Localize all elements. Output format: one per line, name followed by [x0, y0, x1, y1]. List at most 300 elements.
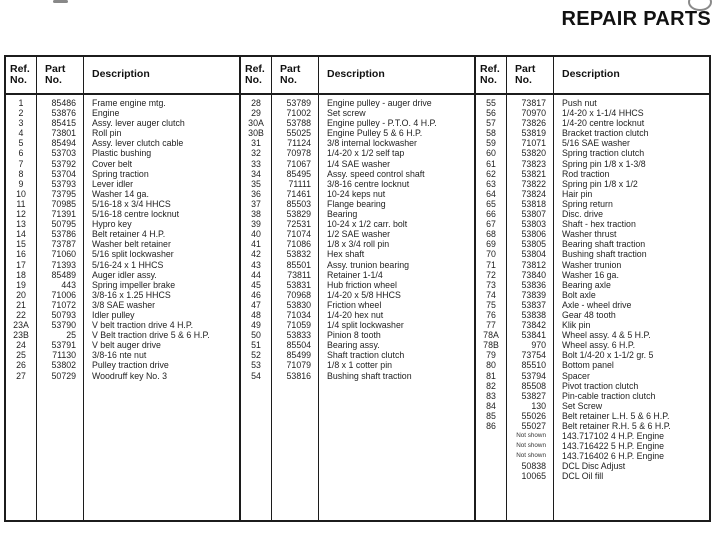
part-no-column [506, 57, 554, 520]
description-cell: 143.716402 6 H.P. Engine [562, 451, 665, 462]
part-no-cell: 71006 [51, 289, 76, 300]
ref-no-header [476, 57, 506, 95]
page-title: REPAIR PARTS [561, 8, 711, 30]
part-no-cell: 71074 [286, 229, 311, 240]
ref-no-cell: 42 [251, 249, 261, 260]
description-column [319, 57, 474, 520]
description-cell: Washer trunion [562, 259, 622, 270]
part-no-cell: 70978 [286, 148, 311, 159]
ref-no-column [6, 57, 36, 520]
header-line: Description [92, 68, 150, 81]
scan-artifact-icon [53, 0, 68, 3]
part-no-cell: 970 [531, 340, 546, 351]
ref-no-cell: 35 [251, 178, 261, 189]
part-no-cell: 85504 [286, 340, 311, 351]
ref-no-cell: 50 [251, 330, 261, 341]
ref-no-cell: 7 [18, 158, 24, 169]
ref-no-cell [476, 461, 506, 471]
ref-no-cell [476, 431, 506, 441]
ref-no-cell: 20 [16, 289, 26, 300]
description-cell: 1/8 x 1 cotter pin [327, 360, 393, 371]
ref-no-cell: 64 [486, 188, 496, 199]
ref-no-cell: 85 [486, 410, 496, 421]
part-no-cell: 71072 [51, 299, 76, 310]
description-cell: Spring return [562, 198, 613, 209]
part-no-cell: 53793 [51, 178, 76, 189]
description-cell: 1/4-20 x 1-1/4 HHCS [562, 108, 644, 119]
description-cell: Set screw [327, 108, 366, 119]
ref-no-cell: 69 [486, 239, 496, 250]
header-line: Part [45, 62, 66, 75]
description-cell: Engine pulley - auger drive [327, 98, 432, 108]
description-cell: Assy. lever clutch cable [92, 138, 184, 149]
header-line: No. [515, 74, 532, 86]
part-no-cell: 53831 [286, 279, 311, 290]
description-cell: 5/16-18 x 3/4 HHCS [92, 198, 171, 209]
ref-no-cell: 41 [251, 239, 261, 250]
description-cell: Engine Pulley 5 & 6 H.P. [327, 128, 423, 139]
ref-no-cell: 52 [251, 350, 261, 361]
part-no-cell: 71086 [286, 239, 311, 250]
description-cell: Friction wheel [327, 299, 382, 310]
part-no-cell: 73842 [521, 320, 546, 331]
ref-no-cell: 49 [251, 320, 261, 331]
header-line: No. [10, 74, 27, 86]
description-cell: Assy. trunion bearing [327, 259, 409, 270]
part-no-cell: 53836 [521, 279, 546, 290]
description-cell: Belt retainer R.H. 5 & 6 H.P. [562, 421, 671, 431]
part-no-cell: 50838 [521, 461, 546, 472]
part-no-cell: 53805 [521, 239, 546, 250]
part-no-cell: 53838 [521, 309, 546, 320]
description-header [319, 57, 474, 95]
ref-no-cell: 74 [486, 289, 496, 300]
part-no-cell: 53829 [286, 209, 311, 220]
header-line: Part [515, 62, 536, 75]
ref-no-cell: 73 [486, 279, 496, 290]
description-cell: 5/16-18 centre locknut [92, 209, 180, 220]
description-cell: Bottom panel [562, 360, 614, 371]
description-cell: Pin-cable traction clutch [562, 390, 656, 401]
ref-no-cell [476, 471, 506, 481]
ref-no-cell: 78A [483, 330, 499, 341]
part-no-cell: 85486 [51, 98, 76, 108]
ref-no-cell: 18 [16, 269, 26, 280]
header-line: No. [45, 74, 62, 86]
part-no-cell: 10065 [521, 471, 546, 482]
part-no-cell: 70985 [51, 198, 76, 209]
part-no-cell: 71130 [52, 350, 76, 361]
part-no-cell: 25 [66, 330, 76, 341]
description-cell: Pulley traction drive [92, 360, 169, 371]
description-cell: 1/4 SAE washer [327, 158, 391, 169]
description-cell: Bolt axle [562, 289, 596, 300]
part-no-cell: 73823 [521, 158, 546, 169]
part-no-header [507, 57, 553, 95]
ref-no-cell: 31 [251, 138, 261, 149]
part-no-cell: Not shown [516, 432, 546, 440]
header-line: No. [480, 74, 497, 86]
description-cell: Wheel assy. 6 H.P. [562, 340, 636, 351]
part-no-cell: 130 [531, 400, 546, 411]
description-cell: 1/4-20 x 5/8 HHCS [327, 289, 401, 300]
description-cell: 1/2 SAE washer [327, 229, 391, 240]
parts-table [4, 55, 711, 522]
ref-no-cell: 19 [16, 279, 26, 290]
description-cell: Bracket traction clutch [562, 128, 649, 139]
ref-no-cell: 1 [18, 98, 24, 108]
part-no-cell: 70970 [521, 108, 546, 119]
part-no-cell: 53807 [521, 209, 546, 220]
description-cell: Washer thrust [562, 229, 617, 240]
description-cell: 1/4-20 x 1/2 self tap [327, 148, 405, 159]
description-cell: V belt auger drive [92, 340, 161, 351]
description-cell: 3/8-16 x 1.25 HHCS [92, 289, 171, 300]
ref-no-cell: 26 [16, 360, 26, 371]
header-line: Ref. [480, 62, 500, 75]
part-no-cell: 71391 [51, 209, 76, 220]
ref-no-cell: 76 [486, 309, 496, 320]
description-cell: Bearing shaft traction [562, 239, 646, 250]
part-no-cell: 55027 [521, 421, 546, 431]
part-no-cell: 53703 [51, 148, 76, 159]
part-no-cell: 73811 [287, 269, 311, 280]
part-no-cell: 53816 [286, 370, 311, 381]
part-no-cell: 71393 [51, 259, 76, 270]
part-no-column [271, 57, 319, 520]
part-no-cell: 71034 [286, 309, 311, 320]
description-cell: Disc. drive [562, 209, 604, 220]
part-no-cell: 53830 [286, 299, 311, 310]
description-cell: 5/16 SAE washer [562, 138, 630, 149]
description-cell: Spring impeller brake [92, 279, 176, 290]
description-cell: Rod traction [562, 168, 610, 179]
description-column [84, 57, 239, 520]
ref-no-cell: 45 [251, 279, 261, 290]
description-cell: Hypro key [92, 219, 132, 230]
description-cell: Engine [92, 108, 120, 119]
ref-no-cell: 3 [18, 118, 24, 129]
ref-no-cell [476, 451, 506, 461]
ref-no-cell: 67 [486, 219, 496, 230]
ref-no-cell: 63 [486, 178, 496, 189]
description-cell: Hair pin [562, 188, 593, 199]
part-no-cell: 72531 [286, 219, 311, 230]
ref-no-cell: 75 [486, 299, 496, 310]
part-no-cell: 53704 [51, 168, 76, 179]
ref-no-cell: 29 [251, 108, 261, 119]
ref-no-cell: 80 [486, 360, 496, 371]
part-no-cell: 85510 [521, 360, 546, 371]
description-cell: Hex shaft [327, 249, 365, 260]
part-no-cell: 85495 [286, 168, 311, 179]
part-no-cell: 71124 [287, 138, 311, 149]
part-no-cell: 85503 [286, 198, 311, 209]
ref-no-cell: 32 [251, 148, 261, 159]
ref-no-cell: 72 [486, 269, 496, 280]
ref-no-cell: 57 [486, 118, 496, 129]
part-no-cell: 53789 [286, 98, 311, 108]
part-no-cell: Not shown [516, 442, 546, 450]
description-cell: Retainer 1-1/4 [327, 269, 383, 280]
description-cell: Pinion 8 tooth [327, 330, 381, 341]
ref-no-cell: 44 [251, 269, 261, 280]
part-no-cell: 85499 [286, 350, 311, 361]
part-no-cell: 55026 [521, 410, 546, 421]
part-no-column [36, 57, 84, 520]
part-no-cell: 70968 [286, 289, 311, 300]
ref-no-cell: 48 [251, 309, 261, 320]
part-no-cell: 53794 [521, 370, 546, 381]
part-no-cell: Not shown [516, 452, 546, 460]
ref-no-cell: 4 [18, 128, 24, 139]
description-cell: Push nut [562, 98, 597, 108]
part-no-cell: 73801 [51, 128, 76, 139]
part-no-cell: 73826 [521, 118, 546, 129]
header-line: No. [245, 74, 262, 86]
description-header [554, 57, 709, 95]
description-cell: Hub friction wheel [327, 279, 397, 290]
description-cell: Bearing axle [562, 279, 611, 290]
part-no-cell: 85415 [51, 118, 76, 129]
part-no-cell: 73795 [51, 188, 76, 199]
ref-no-cell: 86 [486, 421, 496, 431]
ref-no-cell: 6 [18, 148, 24, 159]
part-no-header [272, 57, 318, 95]
part-no-cell: 53802 [51, 360, 76, 371]
parts-table-group-2 [239, 57, 474, 520]
description-cell: Spacer [562, 370, 590, 381]
ref-no-cell: 36 [251, 188, 261, 199]
ref-no-cell: 65 [486, 198, 496, 209]
part-no-cell: 53837 [521, 299, 546, 310]
part-no-cell: 71059 [286, 320, 311, 331]
part-no-cell: 53876 [51, 108, 76, 119]
header-line: Description [327, 68, 385, 81]
ref-no-cell [476, 441, 506, 451]
ref-no-cell: 28 [251, 98, 261, 108]
header-line: No. [280, 74, 297, 86]
description-cell: Belt retainer 4 H.P. [92, 229, 166, 240]
part-no-cell: 71002 [286, 108, 311, 119]
header-line: Ref. [10, 62, 30, 75]
description-cell: Spring traction clutch [562, 148, 645, 159]
part-no-cell: 73840 [521, 269, 546, 280]
ref-no-cell: 55 [486, 98, 496, 108]
description-cell: Spring traction [92, 168, 149, 179]
description-cell: 3/8-16 centre locknut [327, 178, 410, 189]
part-no-cell: 53788 [286, 118, 311, 129]
description-cell: Shaft traction clutch [327, 350, 405, 361]
description-cell: Auger idler assy. [92, 269, 157, 280]
part-no-cell: 53818 [521, 198, 546, 209]
parts-table-group-3 [474, 57, 709, 520]
ref-no-cell: 15 [16, 239, 26, 250]
part-no-cell: 73754 [521, 350, 546, 361]
ref-no-cell: 25 [16, 350, 26, 361]
ref-no-cell: 60 [486, 148, 496, 159]
part-no-cell: 53804 [521, 249, 546, 260]
part-no-cell: 85501 [286, 259, 311, 270]
description-cell: 3/8 SAE washer [92, 299, 156, 310]
description-cell: Set Screw [562, 400, 603, 411]
description-cell: Bushing shaft traction [562, 249, 647, 260]
description-cell: Klik pin [562, 320, 591, 331]
part-no-cell: 53791 [51, 340, 76, 351]
ref-no-cell: 23A [13, 320, 29, 331]
ref-no-cell: 22 [16, 309, 26, 320]
description-cell: Washer 14 ga. [92, 188, 149, 199]
description-cell: Spring pin 1/8 x 1/2 [562, 178, 638, 189]
description-cell: Spring pin 1/8 x 1-3/8 [562, 158, 646, 169]
description-cell: V Belt traction drive 5 & 6 H.P. [92, 330, 210, 341]
ref-no-cell: 21 [16, 299, 26, 310]
description-cell: Idler pulley [92, 309, 135, 320]
parts-table-group-1 [6, 57, 239, 520]
ref-no-cell: 56 [486, 108, 496, 119]
description-cell: Plastic bushing [92, 148, 152, 159]
ref-no-cell: 23B [13, 330, 29, 341]
description-cell: Cover belt [92, 158, 133, 169]
ref-no-cell: 71 [486, 259, 496, 270]
part-no-cell: 53786 [51, 229, 76, 240]
description-cell: Washer belt retainer [92, 239, 171, 250]
ref-no-cell: 78B [483, 340, 499, 351]
ref-no-cell: 30A [248, 118, 264, 129]
description-cell: 3/8-16 nte nut [92, 350, 147, 361]
description-cell: 1/8 x 3/4 roll pin [327, 239, 390, 250]
description-cell: Assy. speed control shaft [327, 168, 425, 179]
part-no-cell: 53821 [521, 168, 546, 179]
part-no-cell: 53790 [51, 320, 76, 331]
description-cell: 1/4-20 hex nut [327, 309, 384, 320]
ref-no-cell: 16 [16, 249, 26, 260]
part-no-cell: 71079 [286, 360, 311, 371]
ref-no-cell: 70 [486, 249, 496, 260]
part-no-cell: 85489 [51, 269, 76, 280]
part-no-cell: 53803 [521, 219, 546, 230]
description-cell: DCL Oil fill [562, 471, 604, 482]
description-cell: Woodruff key No. 3 [92, 370, 167, 381]
ref-no-cell: 59 [486, 138, 496, 149]
description-cell: Bearing assy. [327, 340, 380, 351]
ref-no-cell: 10 [16, 188, 26, 199]
ref-no-cell: 34 [251, 168, 261, 179]
description-cell: Bushing shaft traction [327, 370, 412, 381]
ref-no-header [6, 57, 36, 95]
part-no-cell: 73822 [521, 178, 546, 189]
ref-no-cell: 14 [16, 229, 26, 240]
ref-no-cell: 47 [251, 299, 261, 310]
header-line: Part [280, 62, 301, 75]
part-no-cell: 53792 [51, 158, 76, 169]
part-no-cell: 53832 [286, 249, 311, 260]
ref-no-cell: 40 [251, 229, 261, 240]
description-cell: Pivot traction clutch [562, 380, 639, 391]
ref-no-cell: 43 [251, 259, 261, 270]
part-no-cell: 50793 [51, 309, 76, 320]
ref-no-cell: 82 [486, 380, 496, 391]
ref-no-cell: 51 [251, 340, 261, 351]
ref-no-cell: 46 [251, 289, 261, 300]
description-cell: Belt retainer L.H. 5 & 6 H.P. [562, 410, 670, 421]
part-no-cell: 53820 [521, 148, 546, 159]
ref-no-cell: 11 [16, 198, 26, 209]
description-cell: Flange bearing [327, 198, 386, 209]
description-cell: Gear 48 tooth [562, 309, 616, 320]
ref-no-cell: 66 [486, 209, 496, 220]
ref-no-cell: 17 [16, 259, 26, 270]
description-cell: 143.717102 4 H.P. Engine [562, 431, 665, 442]
part-no-cell: 73817 [521, 98, 546, 108]
part-no-cell: 53806 [521, 229, 546, 240]
ref-no-cell: 37 [251, 198, 261, 209]
ref-no-cell: 81 [486, 370, 496, 381]
ref-no-cell: 68 [486, 229, 496, 240]
part-no-cell: 71461 [286, 188, 311, 199]
description-cell: 1/4 split lockwasher [327, 320, 404, 331]
description-cell: 3/8 internal lockwasher [327, 138, 417, 149]
ref-no-cell: 33 [251, 158, 261, 169]
header-line: Description [562, 68, 620, 81]
part-no-cell: 71111 [288, 178, 311, 189]
ref-no-cell: 62 [486, 168, 496, 179]
part-no-cell: 50795 [51, 219, 76, 230]
part-no-cell: 73787 [51, 239, 76, 250]
description-cell: Frame engine mtg. [92, 98, 166, 108]
ref-no-cell: 83 [486, 390, 496, 401]
ref-no-cell: 12 [16, 209, 26, 220]
description-cell: Washer 16 ga. [562, 269, 619, 280]
part-no-cell: 443 [61, 279, 76, 290]
description-cell: 143.716422 5 H.P. Engine [562, 441, 665, 452]
ref-no-cell: 77 [486, 320, 496, 331]
ref-no-cell: 38 [251, 209, 261, 220]
ref-no-cell: 61 [486, 158, 496, 169]
ref-no-cell: 84 [486, 400, 496, 411]
description-header [84, 57, 239, 95]
ref-no-cell: 8 [18, 168, 24, 179]
description-cell: Lever idler [92, 178, 134, 189]
description-column [554, 57, 709, 520]
part-no-cell: 53827 [521, 390, 546, 401]
part-no-cell: 85508 [521, 380, 546, 391]
description-cell: Roll pin [92, 128, 122, 139]
description-cell: Bearing [327, 209, 358, 220]
ref-no-cell: 39 [251, 219, 261, 230]
part-no-cell: 71060 [51, 249, 76, 260]
part-no-cell: 85494 [51, 138, 76, 149]
ref-no-cell: 5 [18, 138, 24, 149]
ref-no-cell: 79 [486, 350, 496, 361]
ref-no-column [241, 57, 271, 520]
header-line: Ref. [245, 62, 265, 75]
ref-no-cell: 27 [16, 370, 26, 381]
description-cell: Engine pulley - P.T.O. 4 H.P. [327, 118, 437, 129]
description-cell: Shaft - hex traction [562, 219, 636, 230]
description-cell: 10-24 keps nut [327, 188, 386, 199]
part-no-cell: 73812 [521, 259, 546, 270]
description-cell: 5/16 split lockwasher [92, 249, 174, 260]
ref-no-cell: 53 [251, 360, 261, 371]
ref-no-cell: 30B [248, 128, 264, 139]
description-cell: V belt traction drive 4 H.P. [92, 320, 194, 331]
part-no-cell: 71071 [521, 138, 546, 149]
ref-no-cell: 2 [18, 108, 24, 119]
part-no-cell: 55025 [286, 128, 311, 139]
description-cell: Bolt 1/4-20 x 1-1/2 gr. 5 [562, 350, 654, 361]
ref-no-cell: 24 [16, 340, 26, 351]
